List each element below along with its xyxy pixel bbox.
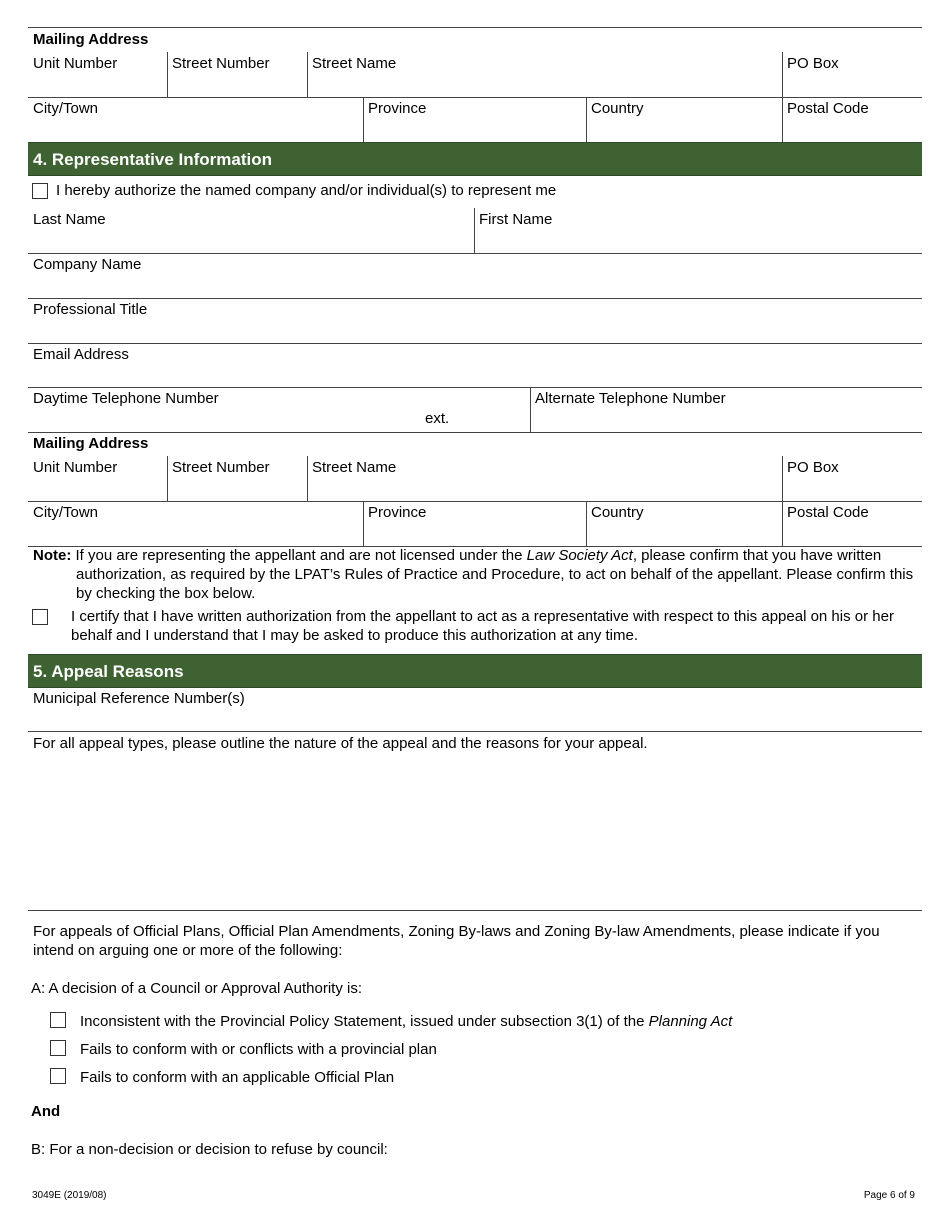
form-number: 3049E (2019/08) <box>32 1190 107 1201</box>
decision-b-heading: B: For a non-decision or decision to refuse by council: <box>31 1141 388 1158</box>
divider <box>363 97 364 142</box>
divider <box>530 387 531 432</box>
professional-title-field[interactable]: Professional Title <box>33 301 148 318</box>
note-text-end: , please confirm that you have written authorization, as required by the LPAT’s Rules of Practice and Procedure, to act on behalf of the appellant. Please confirm this by checking the box below. <box>76 547 914 602</box>
official-plan-conformity-label: Fails to conform with an applicable Official Plan <box>80 1069 395 1086</box>
note-label: Note: <box>33 547 72 564</box>
divider <box>586 501 587 546</box>
street-number-field[interactable]: Street Number <box>172 55 270 72</box>
conflicts-provincial-plan-label: Fails to conform with or conflicts with a provincial plan <box>80 1041 437 1058</box>
official-plan-conformity-checkbox[interactable] <box>50 1068 66 1084</box>
divider <box>363 501 364 546</box>
postal-code-field[interactable]: Postal Code <box>787 100 869 117</box>
official-plans-prompt: For appeals of Official Plans, Official Plan Amendments, Zoning By-laws and Zoning By-law Amendments, please indicate if you intend on arguing one or more of the following: <box>33 923 880 959</box>
mailing-address-heading: Mailing Address <box>33 31 149 48</box>
company-name-field[interactable]: Company Name <box>33 256 142 273</box>
certify-authorization-checkbox[interactable] <box>32 609 48 625</box>
divider <box>167 52 168 97</box>
divider <box>28 97 922 98</box>
divider <box>28 731 922 732</box>
inconsistent-pps-checkbox[interactable] <box>50 1012 66 1028</box>
divider <box>28 910 922 911</box>
street-name-field[interactable]: Street Name <box>312 55 397 72</box>
province-field[interactable]: Province <box>368 100 427 117</box>
mailing-address-heading: Mailing Address <box>33 435 149 452</box>
po-box-field[interactable]: PO Box <box>787 55 839 72</box>
divider <box>28 387 922 388</box>
municipal-reference-field[interactable]: Municipal Reference Number(s) <box>33 690 245 707</box>
divider <box>782 52 783 97</box>
divider <box>307 456 308 501</box>
unit-number-field[interactable]: Unit Number <box>33 459 118 476</box>
divider <box>307 52 308 97</box>
divider <box>28 253 922 254</box>
divider <box>28 432 922 433</box>
note-text-start: If you are representing the appellant and are not licensed under the <box>71 547 527 564</box>
alternate-phone-field[interactable]: Alternate Telephone Number <box>535 390 726 407</box>
divider <box>782 456 783 501</box>
country-field[interactable]: Country <box>591 504 644 521</box>
planning-act: Planning Act <box>648 1013 733 1030</box>
section-5-header: 5. Appeal Reasons <box>28 654 922 688</box>
ext-field[interactable]: ext. <box>425 410 450 427</box>
province-field[interactable]: Province <box>368 504 427 521</box>
divider <box>782 501 783 546</box>
decision-a-heading: A: A decision of a Council or Approval Authority is: <box>31 980 363 997</box>
po-box-field[interactable]: PO Box <box>787 459 839 476</box>
daytime-phone-field[interactable]: Daytime Telephone Number <box>33 390 219 407</box>
divider <box>28 343 922 344</box>
divider <box>28 298 922 299</box>
law-society-act: Law Society Act <box>526 547 633 564</box>
option1-text: Inconsistent with the Provincial Policy Statement, issued under subsection 3(1) of the <box>80 1013 649 1030</box>
email-field[interactable]: Email Address <box>33 346 129 363</box>
first-name-field[interactable]: First Name <box>479 211 553 228</box>
divider <box>167 456 168 501</box>
country-field[interactable]: Country <box>591 100 644 117</box>
page-number: Page 6 of 9 <box>863 1190 915 1201</box>
postal-code-field[interactable]: Postal Code <box>787 504 869 521</box>
city-town-field[interactable]: City/Town <box>33 504 99 521</box>
representation-note <box>33 546 921 603</box>
divider <box>586 97 587 142</box>
inconsistent-pps-label <box>80 1013 732 1031</box>
street-name-field[interactable]: Street Name <box>312 459 397 476</box>
section-4-header: 4. Representative Information <box>28 142 922 176</box>
divider <box>28 501 922 502</box>
authorize-representative-checkbox[interactable] <box>32 183 48 199</box>
appeal-reasons-textarea[interactable]: For all appeal types, please outline the nature of the appeal and the reasons for your appeal. <box>33 735 648 752</box>
street-number-field[interactable]: Street Number <box>172 459 270 476</box>
divider <box>474 208 475 253</box>
conflicts-provincial-plan-checkbox[interactable] <box>50 1040 66 1056</box>
certify-authorization-label: I certify that I have written authorization from the appellant to act as a representative with respect to this appeal on his or her behalf and I understand that I may be asked to produce this authorization at any time. <box>71 608 894 644</box>
unit-number-field[interactable]: Unit Number <box>33 55 118 72</box>
and-heading: And <box>31 1103 61 1120</box>
authorize-representative-label: I hereby authorize the named company and/or individual(s) to represent me <box>56 182 557 199</box>
divider <box>28 27 922 28</box>
divider <box>782 97 783 142</box>
city-town-field[interactable]: City/Town <box>33 100 99 117</box>
last-name-field[interactable]: Last Name <box>33 211 106 228</box>
